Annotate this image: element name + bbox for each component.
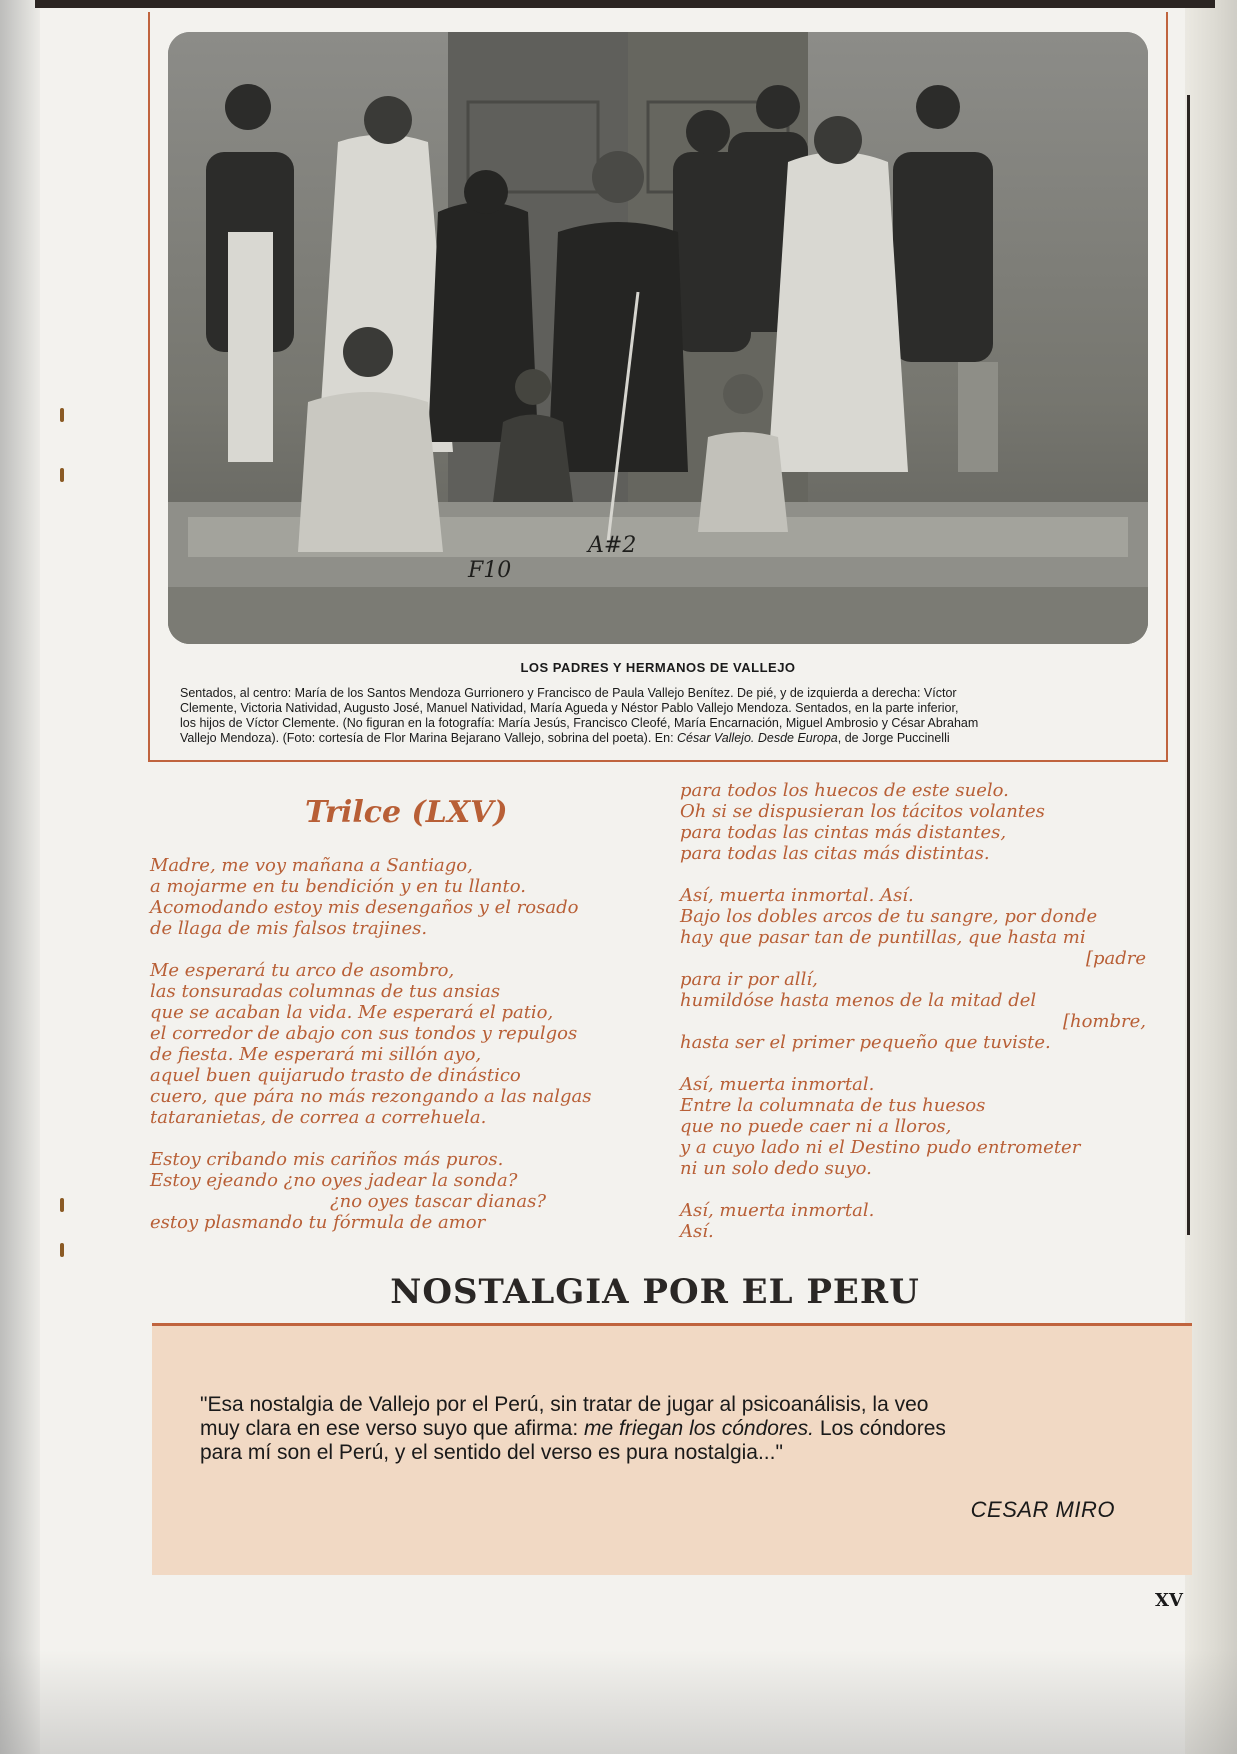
- poem-line: ¿no oyes tascar dianas?: [330, 1191, 546, 1212]
- poem-line: que se acaban la vida. Me esperará el patio,: [150, 1002, 554, 1023]
- poem-line: las tonsuradas columnas de tus ansias: [150, 981, 501, 1002]
- poem-line: de fiesta. Me esperará mi sillón ayo,: [150, 1044, 482, 1065]
- poem-line: Así, muerta inmortal.: [680, 1200, 875, 1221]
- poem-line: hasta ser el primer pequeño que tuviste.: [680, 1032, 1051, 1053]
- quote-text-part: Los cóndores: [813, 1417, 946, 1440]
- caption-text: Vallejo Mendoza). (Foto: cortesía de Flor Marina Bejarano Vallejo, sobrina del poeta). En:: [180, 731, 678, 745]
- stanza-break: [680, 1179, 1150, 1200]
- poem-line: para todas las citas más distintas.: [680, 843, 990, 864]
- photo-inscription-2: A#2: [588, 533, 637, 558]
- quote-verse: me friegan los cóndores.: [584, 1417, 814, 1440]
- bleed-through-text: [1198, 100, 1228, 1230]
- poem-line: ni un solo dedo suyo.: [680, 1158, 872, 1179]
- poem-line: tataranietas, de correa a correhuela.: [150, 1107, 487, 1128]
- caption-book-title: César Vallejo. Desde Europa: [677, 731, 838, 745]
- poem-line: que no puede caer ni a lloros,: [680, 1116, 952, 1137]
- poem-line: Oh si se dispusieran los tácitos volantes: [680, 801, 1045, 822]
- poem-line: para todos los huecos de este suelo.: [680, 780, 1009, 801]
- poem-right-column: [680, 780, 1150, 1242]
- quote-line: para mí son el Perú, y el sentido del verso es pura nostalgia...": [200, 1441, 783, 1464]
- poem-line: para ir por allí,: [680, 969, 818, 990]
- caption-line: [180, 731, 1130, 746]
- poem-line: Bajo los dobles arcos de tu sangre, por donde: [680, 906, 1098, 927]
- stanza-break: [150, 1128, 670, 1149]
- poem-line: Acomodando estoy mis desengaños y el rosado: [150, 897, 579, 918]
- staple-mark: [60, 1198, 64, 1212]
- quote-line: "Esa nostalgia de Vallejo por el Perú, sin tratar de jugar al psicoanálisis, la veo: [200, 1393, 929, 1416]
- poem-line: Entre la columnata de tus huesos: [680, 1095, 986, 1116]
- photo-caption: [180, 686, 1130, 746]
- photo-caption-title: LOS PADRES Y HERMANOS DE VALLEJO: [520, 660, 796, 675]
- section-heading: NOSTALGIA POR EL PERU: [390, 1272, 920, 1312]
- poem-line: y a cuyo lado ni el Destino pudo entrometer: [680, 1137, 1081, 1158]
- stanza-break: [150, 939, 670, 960]
- poem-line: estoy plasmando tu fórmula de amor: [150, 1212, 486, 1233]
- quote-text-part: muy clara en ese verso suyo que afirma:: [200, 1417, 585, 1440]
- poem-line: para todas las cintas más distantes,: [680, 822, 1007, 843]
- staple-mark: [60, 1243, 64, 1257]
- caption-line: Clemente, Victoria Natividad, Augusto José, Manuel Natividad, María Agueda y Néstor Pablo Vallejo Mendoza. Sentados, en la parte inferior,: [180, 701, 959, 715]
- poem-left-column: [150, 855, 670, 1233]
- binding-shadow: [0, 0, 40, 1754]
- poem-line: hay que pasar tan de puntillas, que hasta mi: [680, 927, 1086, 948]
- caption-text: , de Jorge Puccinelli: [837, 731, 950, 745]
- quote-text: [200, 1393, 1120, 1465]
- poem-line: aquel buen quijarudo trasto de dinástico: [150, 1065, 521, 1086]
- family-photo-illustration: [168, 32, 1148, 644]
- photo-inscription-1: F10: [468, 558, 512, 583]
- poem-line: Así, muerta inmortal. Así.: [680, 885, 914, 906]
- quote-author: CESAR MIRO: [970, 1497, 1115, 1522]
- poem-line: Así.: [680, 1221, 714, 1242]
- side-rule: [1187, 95, 1190, 1235]
- stanza-break: [680, 1053, 1150, 1074]
- poem-line: Estoy cribando mis cariños más puros.: [150, 1149, 504, 1170]
- poem-line: Así, muerta inmortal.: [680, 1074, 875, 1095]
- poem-line: de llaga de mis falsos trajines.: [150, 918, 428, 939]
- caption-line: Sentados, al centro: María de los Santos Mendoza Gurrionero y Francisco de Paula Vallejo Benítez. De pié, y de izquierda a derecha: Víctor: [180, 686, 957, 700]
- quote-line: [200, 1417, 1120, 1441]
- page-number: XV: [1155, 1590, 1183, 1611]
- poem-line: [hombre,: [1062, 1011, 1146, 1032]
- poem-line: humildóse hasta menos de la mitad del: [680, 990, 1037, 1011]
- poem-line: cuero, que pára no más rezongando a las nalgas: [150, 1086, 592, 1107]
- staple-mark: [60, 408, 64, 422]
- staple-mark: [60, 468, 64, 482]
- bottom-shadow: [0, 1650, 1237, 1754]
- caption-line: los hijos de Víctor Clemente. (No figuran en la fotografía: María Jesús, Francisco Cleofé, María Encarnación, Miguel Ambrosio y César Abraham: [180, 716, 979, 730]
- poem-line: el corredor de abajo con sus tondos y repulgos: [150, 1023, 578, 1044]
- top-edge-strip: [35, 0, 1215, 8]
- family-photo: [168, 32, 1148, 644]
- poem-line: Madre, me voy mañana a Santiago,: [150, 855, 473, 876]
- stanza-break: [680, 864, 1150, 885]
- poem-line: Me esperará tu arco de asombro,: [150, 960, 455, 981]
- poem-line: a mojarme en tu bendición y en tu llanto.: [150, 876, 526, 897]
- poem-line: Estoy ejeando ¿no oyes jadear la sonda?: [150, 1170, 518, 1191]
- poem-title: Trilce (LXV): [305, 795, 508, 830]
- poem-line: [padre: [1085, 948, 1146, 969]
